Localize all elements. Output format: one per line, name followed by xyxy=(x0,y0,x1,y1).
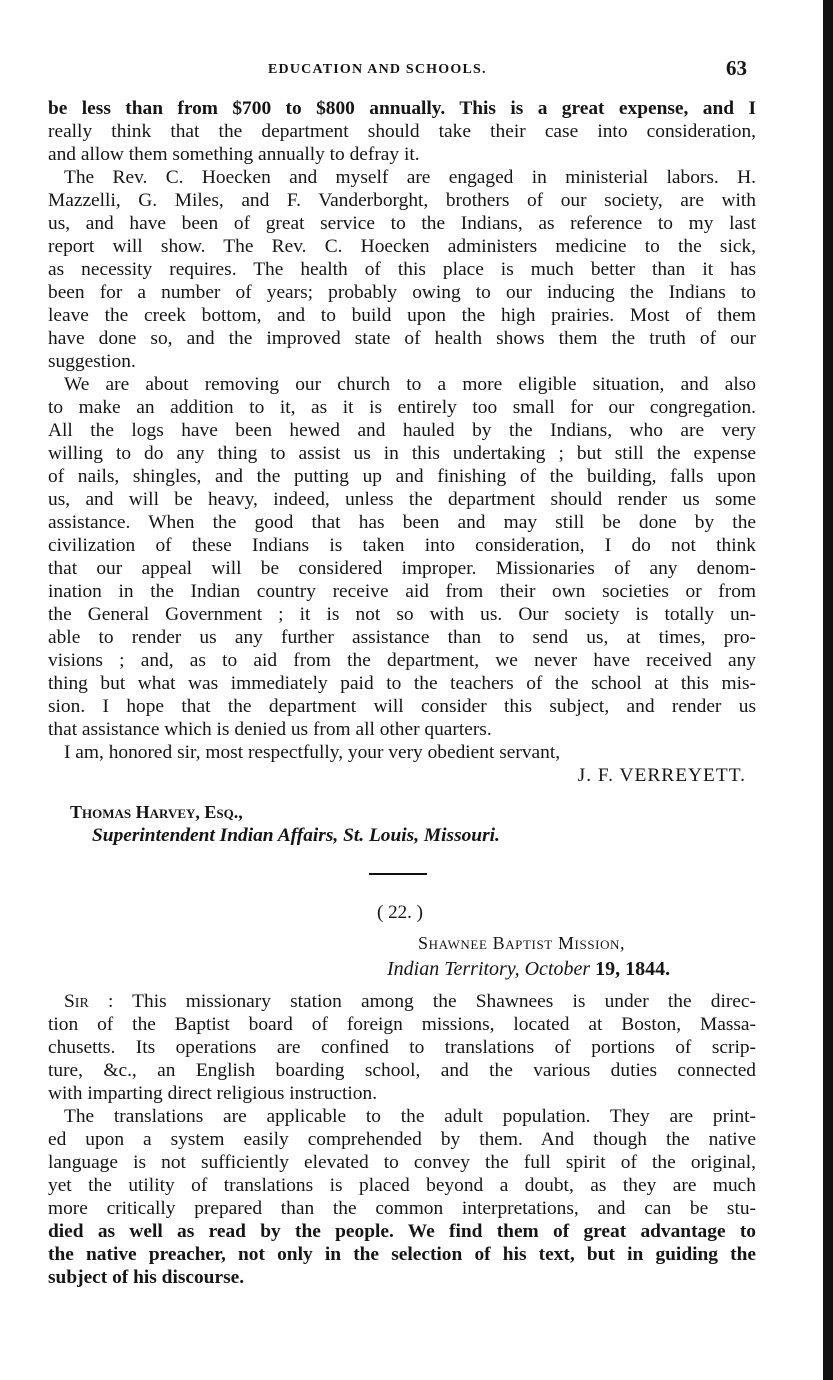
text-line: as necessity requires. The health of this place is much better than it has xyxy=(48,259,756,280)
page-number: 63 xyxy=(726,56,747,80)
text-line: ed upon a system easily comprehended by them. And though the native xyxy=(48,1129,756,1150)
text-line: chusetts. Its operations are confined to translations of portions of scrip- xyxy=(48,1037,756,1058)
text-line: language is not sufficiently elevated to convey the full spirit of the original, xyxy=(48,1152,756,1173)
line-text: This missionary station among the Shawnees is under the direc- xyxy=(113,991,756,1012)
text-line: suggestion. xyxy=(48,351,136,372)
text-line: and allow them something annually to defray it. xyxy=(48,144,420,165)
text-line: visions ; and, as to aid from the department, we never have received any xyxy=(48,650,756,671)
text-line: We are about removing our church to a more eligible situation, and also xyxy=(64,374,756,395)
text-line: All the logs have been hewed and hauled by the Indians, who are very xyxy=(48,420,756,441)
text-line: the General Government ; it is not so with us. Our society is totally un- xyxy=(48,604,756,625)
addressee-name: Thomas Harvey, Esq., xyxy=(70,802,243,822)
text-line: more critically prepared than the common interpretations, and can be stu- xyxy=(48,1198,756,1219)
text-line: Mazzelli, G. Miles, and F. Vanderborght, brothers of our society, are with xyxy=(48,190,756,211)
text-line: ination in the Indian country receive aid from their own societies or from xyxy=(48,581,756,602)
text-line: subject of his discourse. xyxy=(48,1267,245,1288)
text-line: that assistance which is denied us from all other quarters. xyxy=(48,719,492,740)
text-line: us, and will be heavy, indeed, unless the department should render us some xyxy=(48,489,756,510)
text-line: leave the creek bottom, and to build upon the high prairies. Most of them xyxy=(48,305,756,326)
text-line: to make an addition to it, as it is entirely too small for our congregation. xyxy=(48,397,756,418)
closing-line: I am, honored sir, most respectfully, your very obedient servant, xyxy=(64,742,561,763)
signature: J. F. VERREYETT. xyxy=(577,765,746,786)
text-line: thing but what was immediately paid to the teachers of the school at this mis- xyxy=(48,673,756,694)
section-divider xyxy=(369,873,427,875)
text-line: been for a number of years; probably owing to our inducing the Indians to xyxy=(48,282,756,303)
text-line: report will show. The Rev. C. Hoecken administers medicine to the sick, xyxy=(48,236,756,257)
text-line: able to render us any further assistance than to send us, at times, pro- xyxy=(48,627,756,648)
page-edge xyxy=(823,0,833,1380)
date-year: 19, 1844. xyxy=(595,958,671,980)
text-line: assistance. When the good that has been and may still be done by the xyxy=(48,512,756,533)
text-line: yet the utility of translations is placed beyond a doubt, as they are much xyxy=(48,1175,756,1196)
text-line: that our appeal will be considered improper. Missionaries of any denom- xyxy=(48,558,756,579)
text-line: of nails, shingles, and the putting up and finishing of the building, falls upon xyxy=(48,466,756,487)
text-line: ture, &c., an English boarding school, and the various duties connected xyxy=(48,1060,756,1081)
text-line: The Rev. C. Hoecken and myself are engaged in ministerial labors. H. xyxy=(64,167,756,188)
text-line: be less than from $700 to $800 annually. This is a great expense, and I xyxy=(48,98,756,119)
text-line: sion. I hope that the department will consider this subject, and render us xyxy=(48,696,756,717)
text-line xyxy=(48,990,756,1013)
letter-heading-date xyxy=(387,958,670,981)
text-line: The translations are applicable to the adult population. They are print- xyxy=(64,1106,756,1127)
running-title: EDUCATION AND SCHOOLS. xyxy=(268,62,487,77)
text-line: have done so, and the improved state of health shows them the truth of our xyxy=(48,328,756,349)
letter-shawnee-body xyxy=(48,990,756,1289)
text-line: died as well as read by the people. We find them of great advantage to xyxy=(48,1221,756,1242)
letter-heading-place: Shawnee Baptist Mission, xyxy=(418,933,626,953)
document-number: ( 22. ) xyxy=(377,902,423,923)
salutation: Sir : xyxy=(64,991,114,1012)
addressee-title: Superintendent Indian Affairs, St. Louis, Missouri. xyxy=(92,825,500,846)
text-line: civilization of these Indians is taken into consideration, I do not think xyxy=(48,535,756,556)
text-line: the native preacher, not only in the selection of his text, but in guiding the xyxy=(48,1244,756,1265)
page-header xyxy=(50,58,770,84)
text-line: willing to do any thing to assist us in this undertaking ; but still the expense xyxy=(48,443,756,464)
text-line: us, and have been of great service to the Indians, as reference to my last xyxy=(48,213,756,234)
letter-verreyett-body xyxy=(48,97,756,787)
text-line: really think that the department should take their case into consideration, xyxy=(48,121,756,142)
text-line: tion of the Baptist board of foreign missions, located at Boston, Massa- xyxy=(48,1014,756,1035)
addressee-block xyxy=(70,800,770,848)
date-text: Indian Territory, October xyxy=(387,958,596,980)
text-line: with imparting direct religious instruction. xyxy=(48,1083,378,1104)
